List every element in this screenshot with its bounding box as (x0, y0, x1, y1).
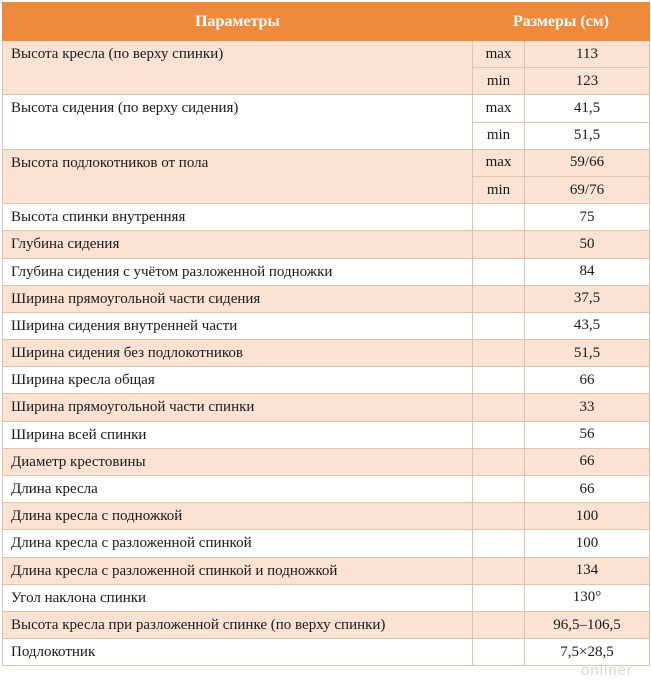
table-row (3, 394, 650, 421)
parameter-name: Диаметр крестовины (3, 448, 473, 475)
table-row (3, 611, 650, 638)
size-value: 51,5 (525, 340, 650, 367)
parameter-name: Глубина сидения с учётом разложенной подножки (3, 258, 473, 285)
parameter-name: Ширина всей спинки (3, 421, 473, 448)
range-label: max (473, 149, 525, 176)
table-row (3, 41, 650, 68)
parameter-name: Подлокотник (3, 639, 473, 666)
header-row (3, 3, 650, 41)
size-value: 75 (525, 204, 650, 231)
size-value: 56 (525, 421, 650, 448)
table-row (3, 231, 650, 258)
range-label: min (473, 176, 525, 203)
parameter-name: Высота кресла при разложенной спинке (по верху спинки) (3, 611, 473, 638)
table-row (3, 285, 650, 312)
parameter-name: Длина кресла с подножкой (3, 503, 473, 530)
size-value: 66 (525, 448, 650, 475)
size-value: 59/66 (525, 149, 650, 176)
table-row (3, 149, 650, 176)
range-label-empty (473, 503, 525, 530)
parameter-name: Высота кресла (по верху спинки) (3, 41, 473, 95)
range-label-empty (473, 476, 525, 503)
size-value: 66 (525, 476, 650, 503)
table-row (3, 340, 650, 367)
table-row (3, 258, 650, 285)
range-label-empty (473, 421, 525, 448)
size-value: 100 (525, 530, 650, 557)
size-value: 134 (525, 557, 650, 584)
header-parameters: Параметры (3, 3, 473, 41)
range-label: min (473, 122, 525, 149)
size-value: 43,5 (525, 312, 650, 339)
range-label-empty (473, 611, 525, 638)
range-label-empty (473, 312, 525, 339)
watermark: onliner (580, 662, 633, 679)
table-row (3, 448, 650, 475)
range-label-empty (473, 584, 525, 611)
range-label-empty (473, 231, 525, 258)
table-row (3, 421, 650, 448)
size-value: 96,5–106,5 (525, 611, 650, 638)
size-value: 69/76 (525, 176, 650, 203)
range-label-empty (473, 448, 525, 475)
range-label-empty (473, 340, 525, 367)
range-label-empty (473, 557, 525, 584)
size-value: 100 (525, 503, 650, 530)
parameter-name: Ширина сидения без подлокотников (3, 340, 473, 367)
parameter-name: Высота подлокотников от пола (3, 149, 473, 203)
spec-table (2, 2, 650, 666)
size-value: 33 (525, 394, 650, 421)
size-value: 66 (525, 367, 650, 394)
range-label-empty (473, 367, 525, 394)
size-value: 37,5 (525, 285, 650, 312)
table-row (3, 557, 650, 584)
size-value: 84 (525, 258, 650, 285)
table-row (3, 476, 650, 503)
range-label: min (473, 68, 525, 95)
range-label-empty (473, 258, 525, 285)
table-row (3, 95, 650, 122)
parameter-name: Ширина кресла общая (3, 367, 473, 394)
size-value: 113 (525, 41, 650, 68)
table-row (3, 639, 650, 666)
parameter-name: Ширина сидения внутренней части (3, 312, 473, 339)
parameter-name: Ширина прямоугольной части спинки (3, 394, 473, 421)
table-row (3, 367, 650, 394)
header-sizes: Размеры (см) (473, 3, 650, 41)
size-value: 7,5×28,5 (525, 639, 650, 666)
range-label: max (473, 95, 525, 122)
parameter-name: Длина кресла с разложенной спинкой (3, 530, 473, 557)
parameter-name: Высота спинки внутренняя (3, 204, 473, 231)
range-label-empty (473, 285, 525, 312)
parameter-name: Угол наклона спинки (3, 584, 473, 611)
range-label-empty (473, 639, 525, 666)
size-value: 130° (525, 584, 650, 611)
size-value: 123 (525, 68, 650, 95)
range-label: max (473, 41, 525, 68)
parameter-name: Ширина прямоугольной части сидения (3, 285, 473, 312)
range-label-empty (473, 204, 525, 231)
size-value: 41,5 (525, 95, 650, 122)
table-row (3, 503, 650, 530)
table-row (3, 530, 650, 557)
parameter-name: Длина кресла (3, 476, 473, 503)
size-value: 51,5 (525, 122, 650, 149)
table-row (3, 204, 650, 231)
parameter-name: Глубина сидения (3, 231, 473, 258)
table-row (3, 312, 650, 339)
range-label-empty (473, 530, 525, 557)
size-value: 50 (525, 231, 650, 258)
parameter-name: Длина кресла с разложенной спинкой и подножкой (3, 557, 473, 584)
range-label-empty (473, 394, 525, 421)
table-row (3, 584, 650, 611)
spec-table-body (3, 41, 650, 666)
parameter-name: Высота сидения (по верху сидения) (3, 95, 473, 149)
